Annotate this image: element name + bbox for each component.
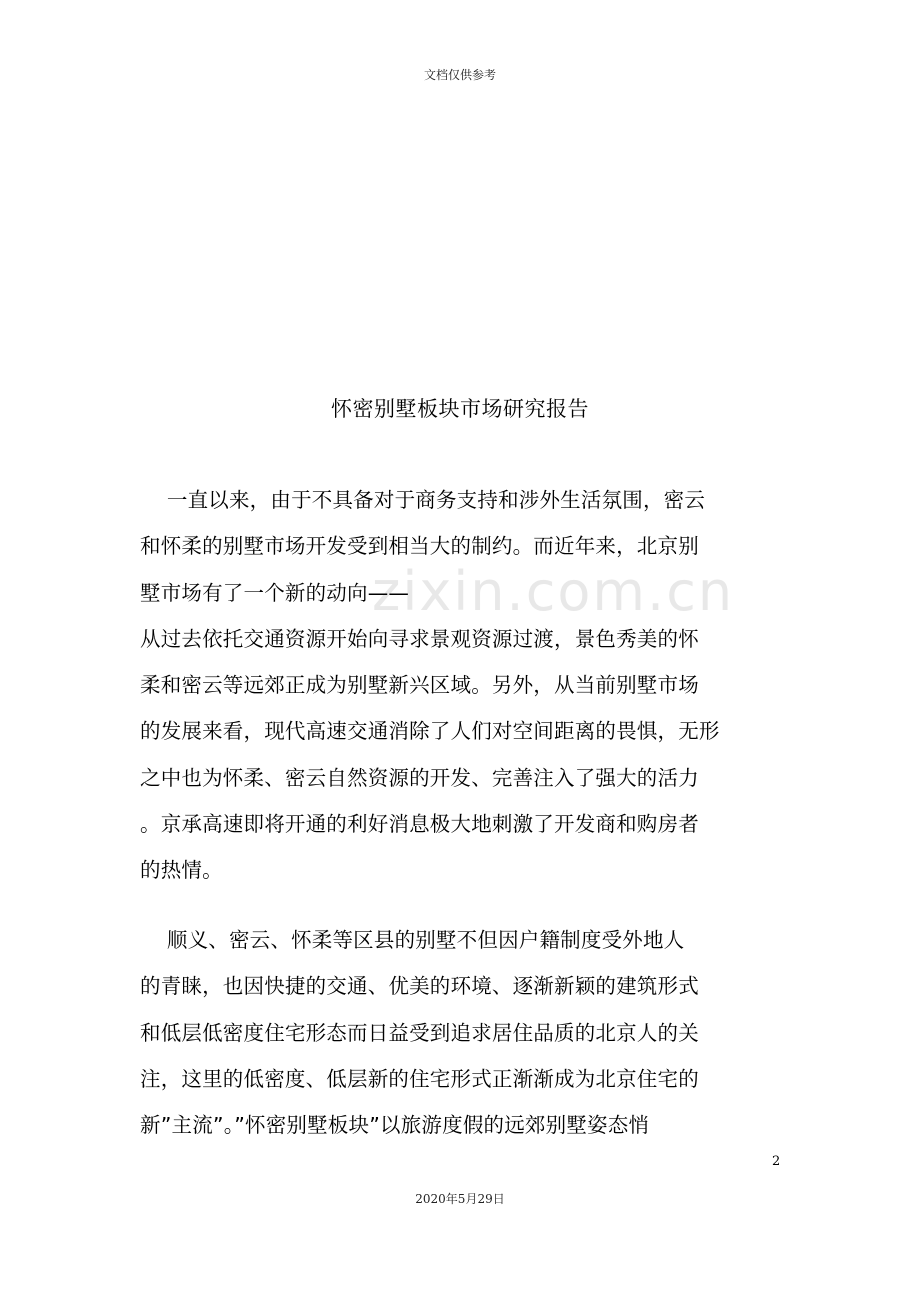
footer-date: 2020年5月29日 (415, 1192, 505, 1206)
paragraph-line: 的发展来看，现代高速交通消除了人们对空间距离的畏惧，无形 (140, 719, 720, 744)
document-title: 怀密别墅板块市场研究报告 (331, 397, 589, 421)
paragraph-line: 之中也为怀柔、密云自然资源的开发、完善注入了强大的活力 (140, 765, 699, 790)
paragraph-line: 新”主流”。”怀密别墅板块”以旅游度假的远郊别墅姿态悄 (140, 1113, 650, 1138)
paragraph-line: 和低层低密度住宅形态而日益受到追求居住品质的北京人的关 (140, 1020, 699, 1045)
paragraph-line: 和怀柔的别墅市场开发受到相当大的制约。而近年来，北京别 (140, 534, 699, 559)
paragraph-line: 的热情。 (140, 858, 223, 883)
paragraph-line: 从过去依托交通资源开始向寻求景观资源过渡，景色秀美的怀 (140, 626, 699, 651)
paragraph-line: 顺义、密云、怀柔等区县的别墅不但因户籍制度受外地人 (140, 928, 685, 952)
paragraph-line: 。京承高速即将开通的利好消息极大地刺激了开发商和购房者 (140, 812, 699, 837)
paragraph-2 (140, 917, 780, 1148)
paragraph-line: 墅市场有了一个新的动向—— (140, 580, 410, 605)
watermark: zixin.com.cn (372, 560, 735, 623)
paragraph-line: 一直以来，由于不具备对于商务支持和涉外生活氛围，密云 (140, 488, 706, 512)
page-number: 2 (772, 1154, 781, 1169)
header-note: 文档仅供参考 (423, 68, 496, 82)
paragraph-line: 注，这里的低密度、低层新的住宅形式正渐渐成为北京住宅的 (140, 1066, 699, 1091)
paragraph-line: 柔和密云等远郊正成为别墅新兴区域。另外，从当前别墅市场 (140, 673, 699, 698)
paragraph-1 (140, 477, 780, 894)
paragraph-line: 的青睐，也因快捷的交通、优美的环境、逐渐新颖的建筑形式 (140, 974, 699, 999)
